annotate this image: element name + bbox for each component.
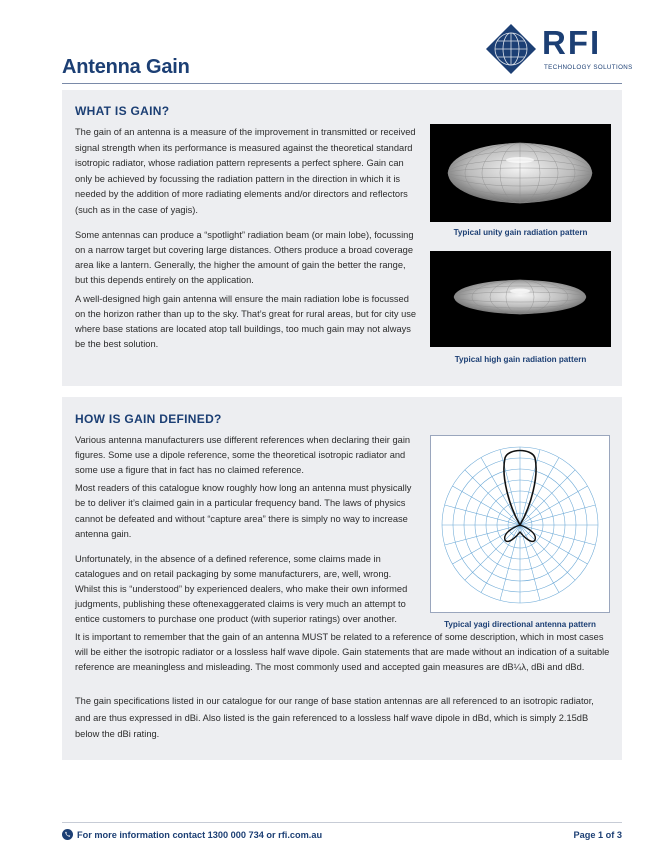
paragraph: The gain specifications listed in our catalogue for our range of base station antennas are all referenced to an isotropic radiator, and are thus expressed in dBi. Also listed is the gain referenced to a lossless half wave dipole in dBd, which is simply 2.15dB below the dBi rating. <box>75 696 594 739</box>
unity-gain-pattern-icon <box>430 124 611 222</box>
rfi-logo <box>484 22 633 78</box>
paragraph: Unfortunately, in the absence of a defined reference, some claims made in catalogues and on retail packaging by some manufacturers, are, well, wrong. Whilst this is “understood” by experienced dealers, who make their own informed judgments, publishing these oftenexaggerated claims is very much an attempt to entice customers to purchase one product (with superior ratings) over another. <box>75 554 408 624</box>
paragraph: Various antenna manufacturers use different references when declaring their gain figures. Some use a dipole reference, some the theoretical isotropic radiator and some use a figure that in fact has no claimed reference. <box>75 435 411 475</box>
paragraph: The gain of an antenna is a measure of the improvement in transmitted or received signal strength when its performance is measured against the theoretical standard isotropic radiator, whose radiation pattern represents a perfect sphere. Gain can only be achieved by focussing the radiation pattern in the direction in which it is needed by the addition of more radiating elements and/or directors and reflectors (such as in the case of yagis). <box>75 127 416 215</box>
paragraph: It is important to remember that the gain of an antenna MUST be related to a reference of some description, which in most cases will be either the isotropic radiator or a lossless half wave dipole. Gain statements that are made without an indication of a suitable reference are meaningless and misleading. The most commonly used and accepted gain measures are dB¼λ, dBi and dBd. <box>75 632 610 672</box>
section-what-is-gain <box>62 90 622 386</box>
rfi-globe-icon <box>484 22 538 76</box>
page-number: Page 1 of 3 <box>573 830 622 840</box>
footer-divider <box>62 822 622 823</box>
yagi-polar-plot-figure <box>430 435 610 613</box>
page-title: Antenna Gain <box>62 56 190 78</box>
section-heading: WHAT IS GAIN? <box>75 104 170 118</box>
logo-tagline: TECHNOLOGY SOLUTIONS <box>544 64 633 71</box>
figure-caption: Typical yagi directional antenna pattern <box>444 620 596 629</box>
footer-contact <box>62 829 322 840</box>
footer-contact-text: For more information contact 1300 000 734 or rfi.com.au <box>77 829 323 840</box>
figure-caption: Typical unity gain radiation pattern <box>453 228 588 237</box>
figure-caption: Typical high gain radiation pattern <box>454 355 587 364</box>
paragraph: Some antennas can produce a “spotlight” radiation beam (or main lobe), focussing on a narrow target but covering large distances. Others produce a broad coverage area like a lantern. Generally, the higher the amount of gain the better the range, but this depends entirely on the application. <box>75 230 414 285</box>
paragraph: A well-designed high gain antenna will ensure the main radiation lobe is focussed on the horizon rather than up to the sky. That’s great for rural areas, but for city use where base stations are located atop tall buildings, too much gain may not always be the best solution. <box>75 294 417 349</box>
paragraph: Most readers of this catalogue know roughly how long an antenna must physically be to deliver it’s claimed gain in a particular frequency band. The laws of physics cannot be defeated and without “capture area” there is simply no way to increase antenna gain. <box>75 483 412 540</box>
logo-wordmark: RFI <box>542 24 602 61</box>
high-gain-pattern-figure <box>430 251 611 347</box>
section-how-is-gain-defined <box>62 397 622 760</box>
section-heading: HOW IS GAIN DEFINED? <box>75 412 222 426</box>
high-gain-pattern-icon <box>430 251 611 347</box>
yagi-polar-plot-icon <box>431 436 609 612</box>
title-divider <box>62 83 622 84</box>
unity-gain-pattern-figure <box>430 124 611 222</box>
phone-icon <box>62 829 73 840</box>
